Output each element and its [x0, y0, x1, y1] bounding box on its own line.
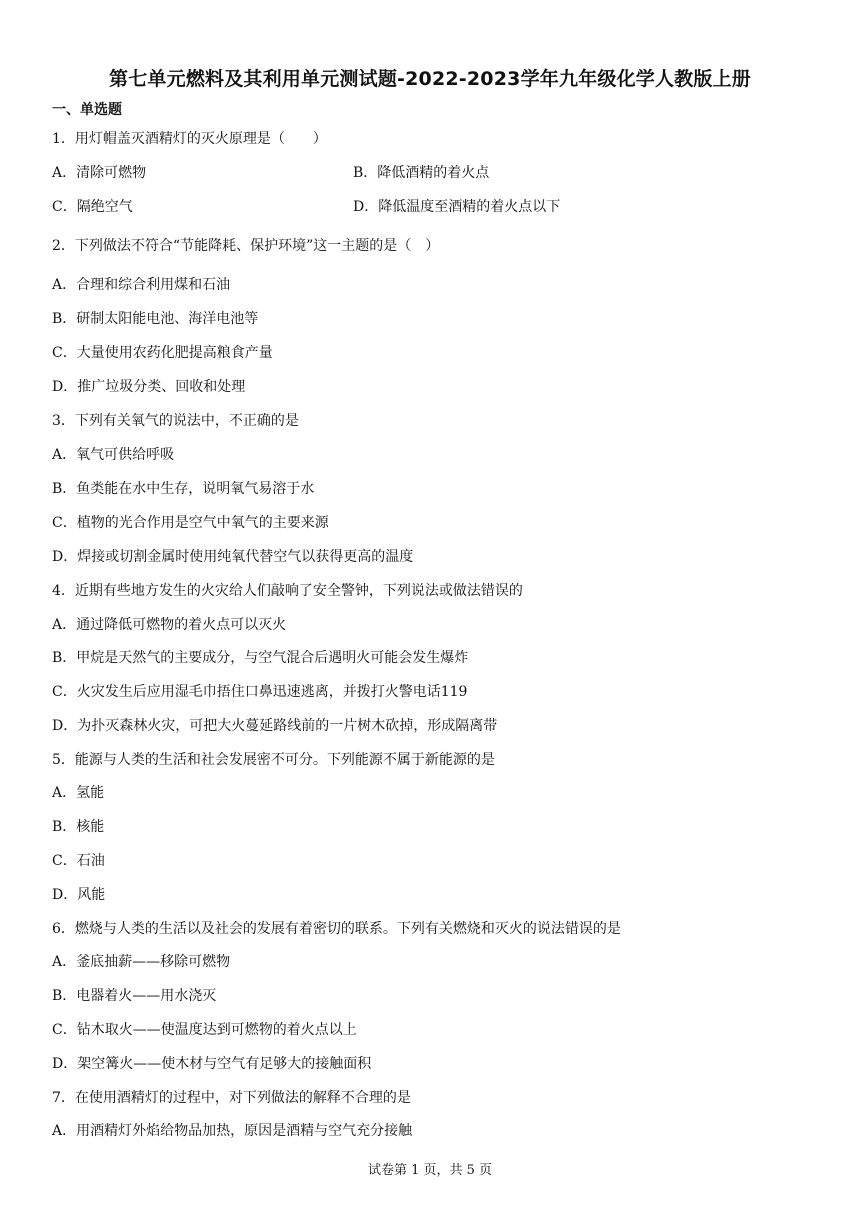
question-5-stem: 5．能源与人类的生活和社会发展密不可分。下列能源不属于新能源的是: [52, 752, 495, 768]
question-4-option-b: B．甲烷是天然气的主要成分，与空气混合后遇明火可能会发生爆炸: [52, 650, 469, 666]
question-7-option-a: A．用酒精灯外焰给物品加热，原因是酒精与空气充分接触: [52, 1123, 413, 1139]
question-4-option-a: A．通过降低可燃物的着火点可以灭火: [52, 617, 287, 633]
question-1-stem: 1．用灯帽盖灭酒精灯的灭火原理是（ ）: [52, 131, 327, 147]
question-3-option-c: C．植物的光合作用是空气中氧气的主要来源: [52, 515, 329, 531]
question-4-option-d: D．为扑灭森林火灾，可把大火蔓延路线前的一片树木砍掉，形成隔离带: [52, 718, 498, 734]
question-5-option-b: B．核能: [52, 819, 105, 835]
question-4-option-c: C．火灾发生后应用湿毛巾捂住口鼻迅速逃离，并拨打火警电话119: [52, 684, 468, 700]
question-1-option-a: A．清除可燃物: [52, 165, 147, 181]
question-6-option-d: D．架空篝火——使木材与空气有足够大的接触面积: [52, 1056, 372, 1072]
question-2-option-a: A．合理和综合利用煤和石油: [52, 277, 231, 293]
question-5-option-d: D．风能: [52, 887, 106, 903]
question-1-option-c: C．隔绝空气: [52, 199, 133, 215]
question-3-option-a: A．氧气可供给呼吸: [52, 447, 175, 463]
question-6-stem: 6．燃烧与人类的生活以及社会的发展有着密切的联系。下列有关燃烧和灭火的说法错误的是: [52, 921, 621, 937]
question-3-option-b: B．鱼类能在水中生存，说明氧气易溶于水: [52, 481, 315, 497]
question-6-option-c: C．钻木取火——使温度达到可燃物的着火点以上: [52, 1022, 357, 1038]
question-2-stem: 2．下列做法不符合“节能降耗、保护环境”这一主题的是（ ）: [52, 238, 440, 254]
question-3-option-d: D．焊接或切割金属时使用纯氧代替空气以获得更高的温度: [52, 549, 414, 565]
question-2-option-b: B．研制太阳能电池、海洋电池等: [52, 311, 259, 327]
question-1-option-b: B．降低酒精的着火点: [353, 165, 490, 181]
question-3-stem: 3．下列有关氧气的说法中，不正确的是: [52, 413, 299, 429]
question-6-option-b: B．电器着火——用水浇灭: [52, 988, 217, 1004]
question-6-option-a: A．釜底抽薪——移除可燃物: [52, 954, 231, 970]
page-footer: 试卷第 1 页，共 5 页: [367, 1163, 493, 1178]
question-2-option-c: C．大量使用农药化肥提高粮食产量: [52, 345, 273, 361]
question-1-option-d: D．降低温度至酒精的着火点以下: [353, 199, 561, 215]
question-2-option-d: D．推广垃圾分类、回收和处理: [52, 379, 246, 395]
question-4-stem: 4．近期有些地方发生的火灾给人们敲响了安全警钟，下列说法或做法错误的: [52, 583, 523, 599]
section-heading: 一、单选题: [52, 102, 122, 118]
question-7-stem: 7．在使用酒精灯的过程中，对下列做法的解释不合理的是: [52, 1090, 411, 1106]
page-title: 第七单元燃料及其利用单元测试题-2022-2023学年九年级化学人教版上册: [109, 68, 751, 90]
question-5-option-c: C．石油: [52, 853, 105, 869]
question-5-option-a: A．氢能: [52, 785, 105, 801]
